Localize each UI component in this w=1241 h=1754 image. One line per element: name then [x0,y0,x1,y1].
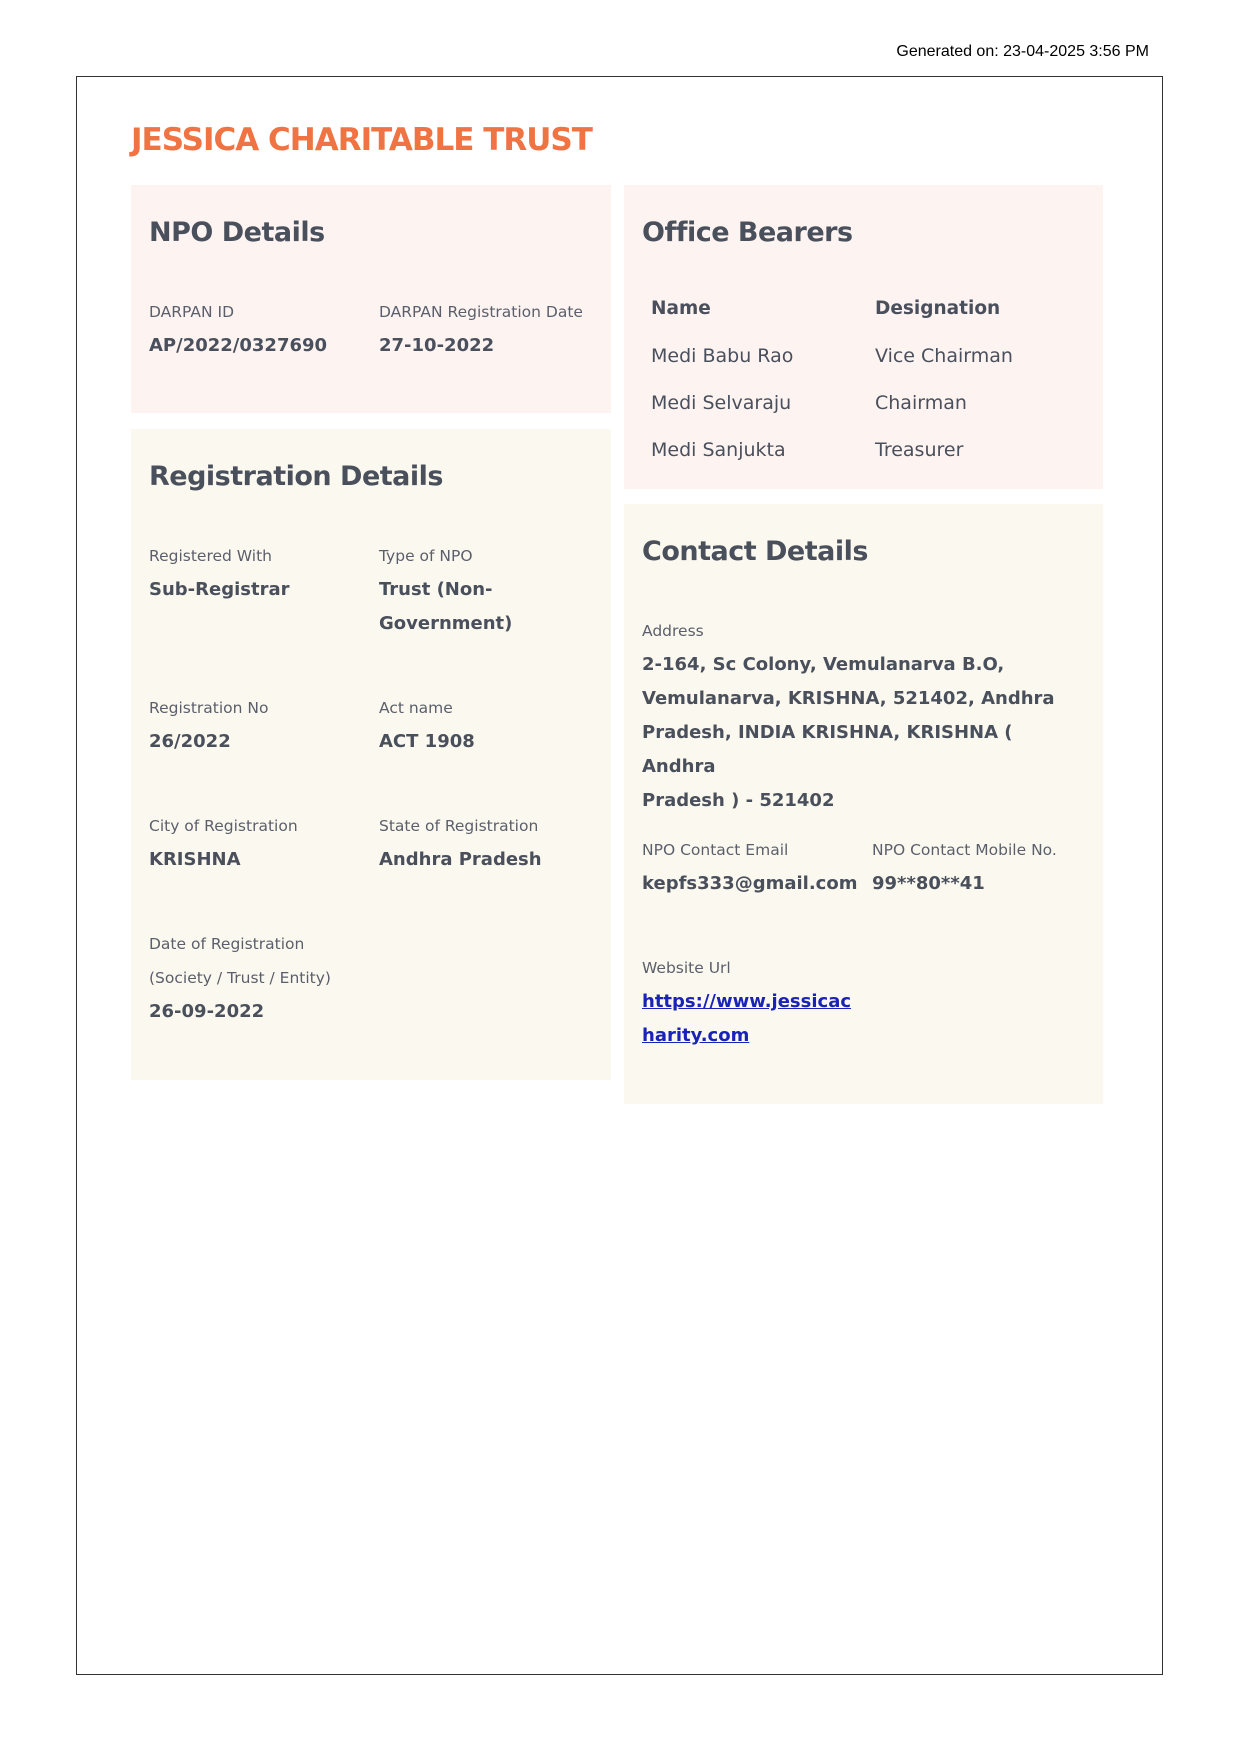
contact-details-card [624,504,1103,1104]
trust-name-heading: JESSICA CHARITABLE TRUST [131,122,592,158]
website-label: Website Url [642,959,731,977]
address-label: Address [642,622,704,640]
bearer-name: Medi Selvaraju [651,391,792,414]
mobile-value: 99**80**41 [872,873,985,894]
office-bearers-title: Office Bearers [642,217,853,248]
registration-date-value: 26-09-2022 [149,1001,265,1022]
website-link-line2[interactable]: harity.com [642,1025,750,1046]
npo-type-field [379,539,512,641]
darpan-id-value: AP/2022/0327690 [149,335,328,356]
npo-details-title: NPO Details [149,217,325,248]
bearer-name: Medi Sanjukta [651,438,786,461]
registered-with-field [149,539,289,607]
email-value: kepfs333@gmail.com [642,873,858,894]
darpan-date-field [379,295,583,363]
address-line: Vemulanarva, KRISHNA, 521402, Andhra [642,688,1055,709]
website-link-line1[interactable]: https://www.jessicac [642,991,852,1012]
registered-with-value: Sub-Registrar [149,579,290,600]
registration-date-label-line1: Date of Registration [149,935,305,953]
state-value: Andhra Pradesh [379,849,542,870]
table-row [651,379,1095,426]
website-field [642,951,851,1053]
darpan-date-value: 27-10-2022 [379,335,495,356]
bearer-name: Medi Babu Rao [651,344,794,367]
city-field [149,809,298,877]
address-line: Pradesh ) - 521402 [642,790,835,811]
state-field [379,809,542,877]
registered-with-label: Registered With [149,547,272,565]
registration-details-title: Registration Details [149,461,443,492]
column-header-designation: Designation [875,298,1001,319]
mobile-field [872,833,1057,901]
city-value: KRISHNA [149,849,241,870]
mobile-label: NPO Contact Mobile No. [872,841,1057,859]
city-label: City of Registration [149,817,298,835]
table-header-row [651,285,1095,332]
table-row [651,426,1095,473]
registration-no-label: Registration No [149,699,269,717]
bearer-designation: Chairman [875,391,967,414]
table-row [651,332,1095,379]
bearer-designation: Vice Chairman [875,344,1013,367]
email-field [642,833,857,901]
address-line: Pradesh, INDIA KRISHNA, KRISHNA ( Andhra [642,722,1013,777]
registration-no-field [149,691,268,759]
contact-details-title: Contact Details [642,536,868,567]
registration-no-value: 26/2022 [149,731,231,752]
email-label: NPO Contact Email [642,841,789,859]
act-name-label: Act name [379,699,453,717]
darpan-id-field [149,295,327,363]
bearer-designation: Treasurer [875,438,964,461]
act-name-value: ACT 1908 [379,731,475,752]
registration-details-card [131,429,611,1080]
npo-type-value-line1: Trust (Non- [379,579,493,600]
npo-type-value-line2: Government) [379,613,513,634]
column-header-name: Name [651,298,711,319]
darpan-date-label: DARPAN Registration Date [379,303,583,321]
state-label: State of Registration [379,817,539,835]
generated-timestamp: Generated on: 23-04-2025 3:56 PM [896,43,1149,60]
address-line: 2-164, Sc Colony, Vemulanarva B.O, [642,654,1005,675]
registration-date-label-line2: (Society / Trust / Entity) [149,969,331,987]
npo-type-label: Type of NPO [379,547,473,565]
office-bearers-table [651,285,1095,473]
office-bearers-card [624,185,1103,489]
darpan-id-label: DARPAN ID [149,303,235,321]
npo-details-card [131,185,611,413]
registration-date-field [149,927,331,1029]
act-name-field [379,691,475,759]
address-field [642,614,1082,818]
